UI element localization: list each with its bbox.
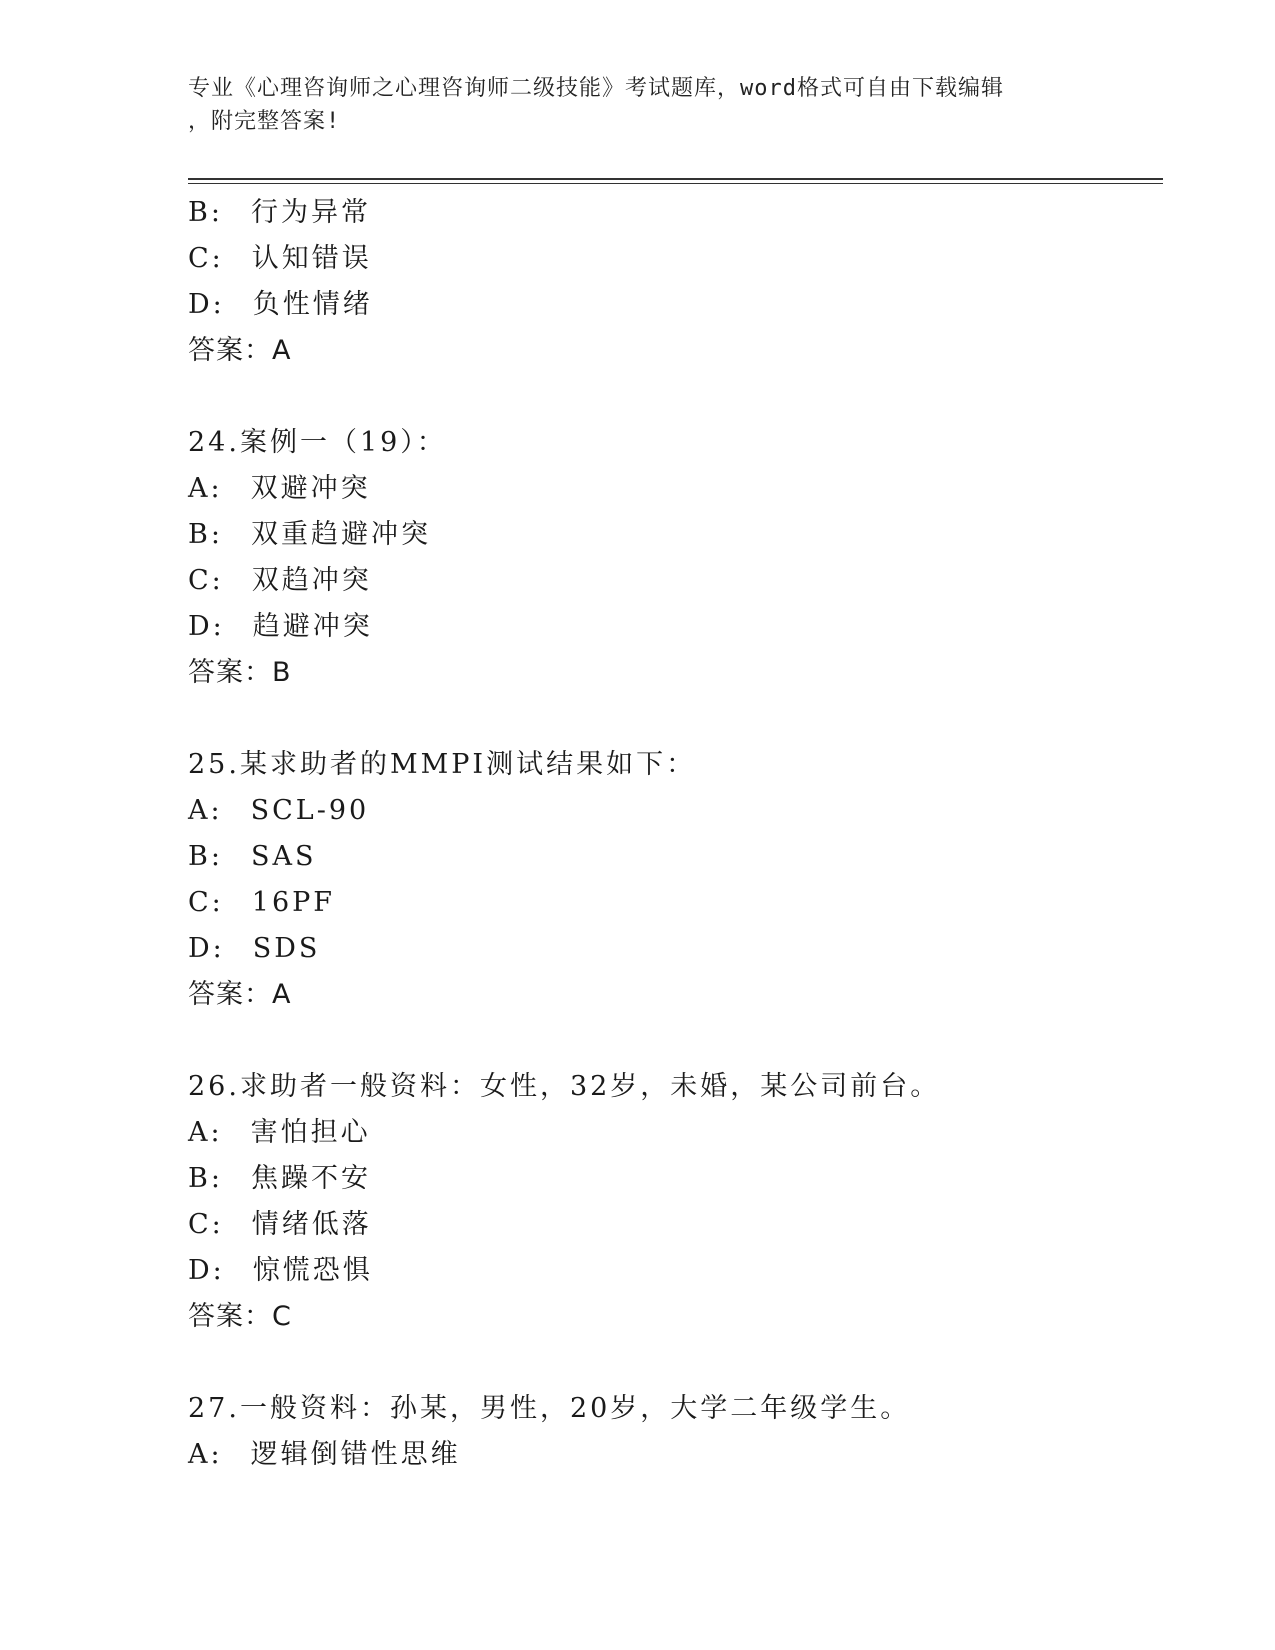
answer-line: 答案：A xyxy=(188,979,292,1010)
question-list xyxy=(188,190,1163,1478)
option-line xyxy=(188,282,1163,328)
option-key: D: xyxy=(188,933,225,964)
option-text: 逻辑倒错性思维 xyxy=(250,1439,461,1470)
option-line xyxy=(188,1248,1163,1294)
option-text: 负性情绪 xyxy=(252,289,373,320)
option-text: 行为异常 xyxy=(250,197,371,228)
option-key: C: xyxy=(188,887,224,918)
question-block-25 xyxy=(188,742,1163,1018)
option-line xyxy=(188,926,1163,972)
question-block-23 xyxy=(188,190,1163,374)
answer-line: 答案：B xyxy=(188,657,292,688)
option-text: 16PF xyxy=(251,887,336,918)
option-line xyxy=(188,880,1163,926)
option-line xyxy=(188,834,1163,880)
header-divider-thick xyxy=(188,178,1163,180)
option-line xyxy=(188,788,1163,834)
option-key: A: xyxy=(188,1117,223,1148)
option-text: 惊慌恐惧 xyxy=(252,1255,373,1286)
option-key: D: xyxy=(188,289,225,320)
option-text: SCL-90 xyxy=(250,795,370,826)
option-text: 认知错误 xyxy=(251,243,372,274)
question-stem: 25.某求助者的MMPI测试结果如下： xyxy=(188,749,697,780)
option-key: B: xyxy=(188,1163,223,1194)
answer-line: 答案：A xyxy=(188,335,292,366)
option-line xyxy=(188,1202,1163,1248)
option-line xyxy=(188,190,1163,236)
header-line-1: 专业《心理咨询师之心理咨询师二级技能》考试题库，word格式可自由下载编辑 xyxy=(188,76,1004,101)
option-text: SDS xyxy=(252,933,321,964)
option-line xyxy=(188,236,1163,282)
option-line xyxy=(188,512,1163,558)
option-text: 双避冲突 xyxy=(250,473,371,504)
option-text: 害怕担心 xyxy=(250,1117,371,1148)
option-line xyxy=(188,558,1163,604)
option-line xyxy=(188,1110,1163,1156)
option-key: B: xyxy=(188,841,223,872)
question-stem: 26.求助者一般资料：女性，32岁，未婚，某公司前台。 xyxy=(188,1071,941,1102)
option-line xyxy=(188,1156,1163,1202)
option-line xyxy=(188,604,1163,650)
option-text: SAS xyxy=(250,841,317,872)
question-stem: 27.一般资料：孙某，男性，20岁，大学二年级学生。 xyxy=(188,1393,911,1424)
option-key: D: xyxy=(188,611,225,642)
answer-line: 答案：C xyxy=(188,1301,292,1332)
option-key: B: xyxy=(188,197,223,228)
document-header xyxy=(188,72,1088,138)
option-key: C: xyxy=(188,243,224,274)
header-divider-thin xyxy=(188,183,1163,184)
option-key: A: xyxy=(188,473,223,504)
option-text: 双重趋避冲突 xyxy=(250,519,431,550)
option-key: C: xyxy=(188,1209,224,1240)
option-key: D: xyxy=(188,1255,225,1286)
option-text: 焦躁不安 xyxy=(250,1163,371,1194)
header-line-2: ，附完整答案! xyxy=(188,109,341,134)
option-line xyxy=(188,466,1163,512)
question-block-27 xyxy=(188,1386,1163,1478)
question-stem: 24.案例一（19）： xyxy=(188,427,447,458)
option-key: C: xyxy=(188,565,224,596)
option-text: 趋避冲突 xyxy=(252,611,373,642)
option-key: A: xyxy=(188,1439,223,1470)
option-line xyxy=(188,1432,1163,1478)
option-key: B: xyxy=(188,519,223,550)
option-key: A: xyxy=(188,795,223,826)
option-text: 情绪低落 xyxy=(251,1209,372,1240)
question-block-26 xyxy=(188,1064,1163,1340)
question-block-24 xyxy=(188,420,1163,696)
option-text: 双趋冲突 xyxy=(251,565,372,596)
